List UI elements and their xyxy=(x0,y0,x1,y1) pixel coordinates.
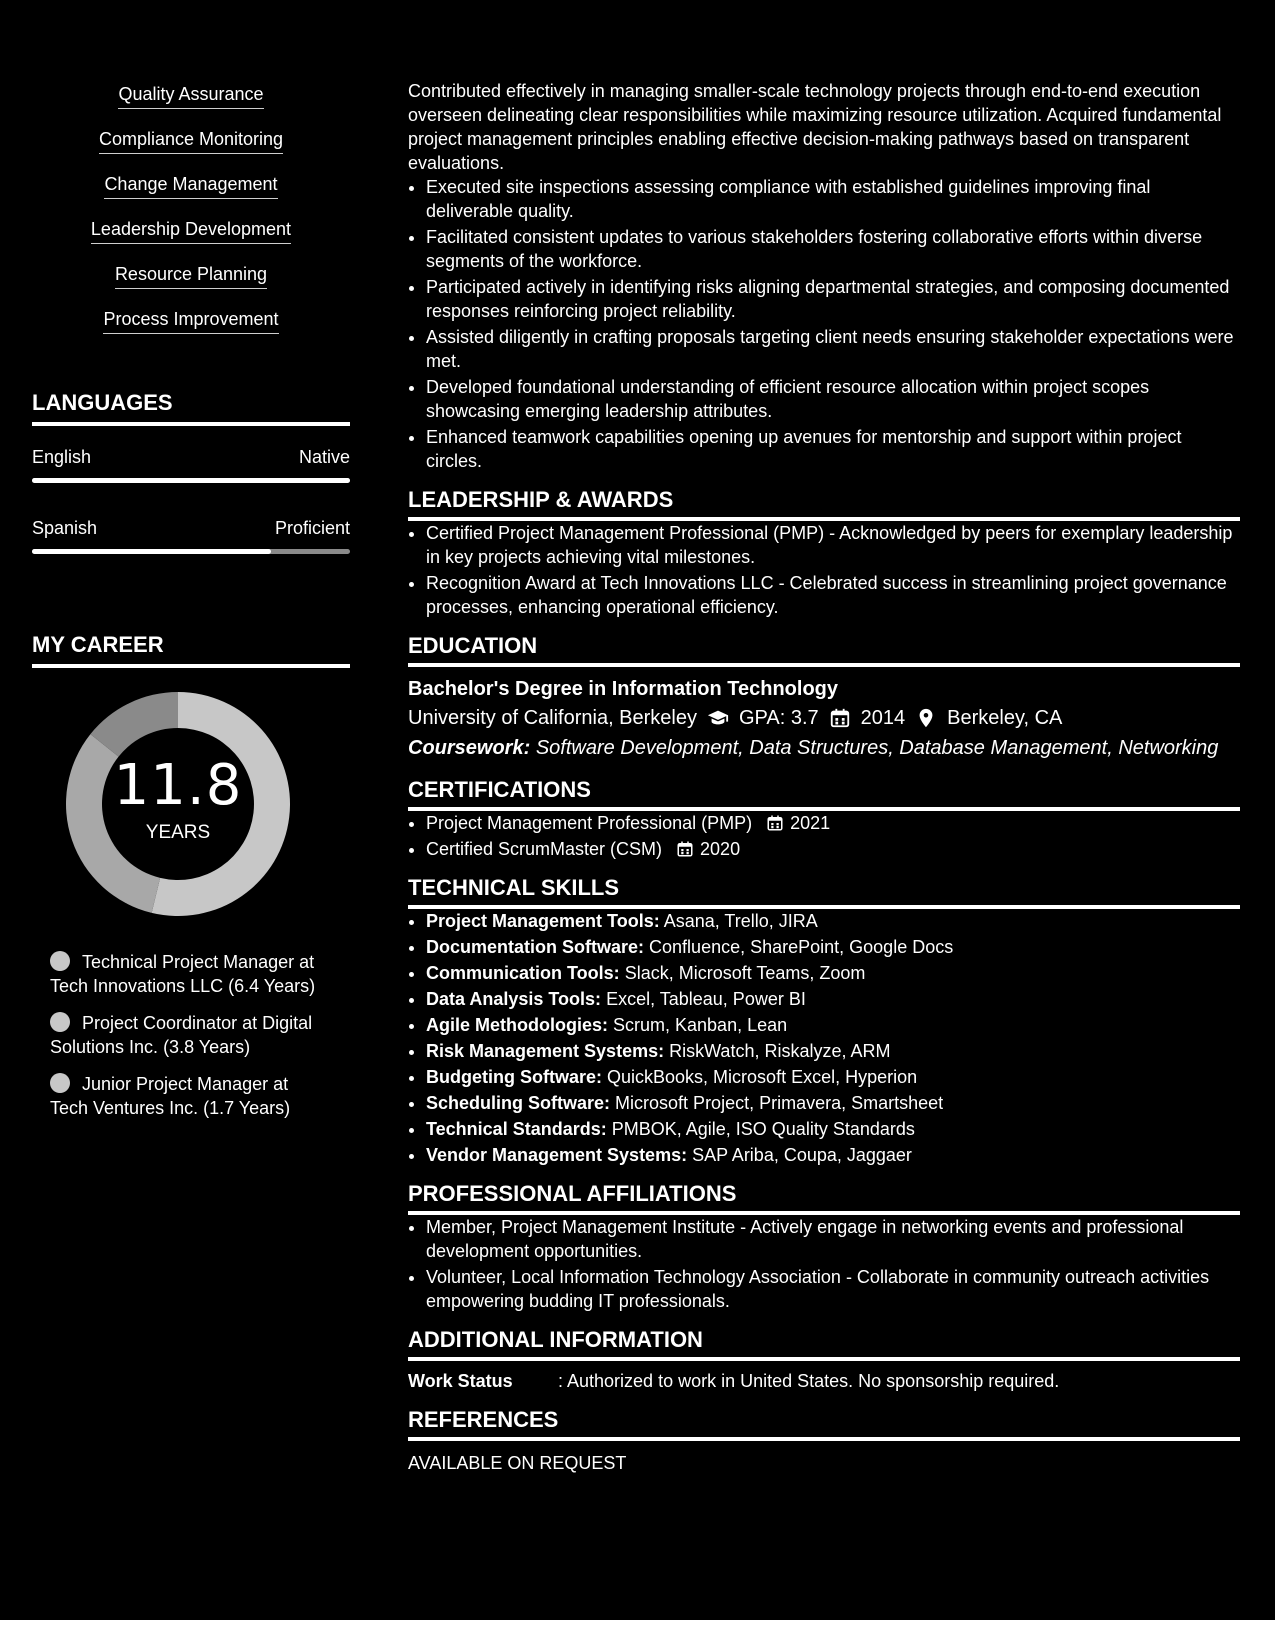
affiliations-list xyxy=(408,1215,1240,1313)
language-name: Spanish xyxy=(32,518,98,538)
certifications-heading: CERTIFICATIONS xyxy=(408,777,1240,811)
main-content xyxy=(408,79,1240,1475)
certification-item xyxy=(426,837,1240,861)
languages-section xyxy=(32,390,350,554)
experience-bullet: • Enhanced teamwork capabilities opening up avenues for mentorship and support within project circles. xyxy=(426,425,1240,473)
leadership-heading: LEADERSHIP & AWARDS xyxy=(408,487,1240,521)
language-bar xyxy=(32,478,350,483)
certifications-list xyxy=(408,811,1240,861)
references-text: AVAILABLE ON REQUEST xyxy=(408,1453,627,1473)
career-item: Technical Project Manager at Tech Innovations LLC (6.4 Years) xyxy=(50,952,316,996)
references-heading: REFERENCES xyxy=(408,1407,1240,1441)
language-item xyxy=(32,517,350,554)
career-item: Project Coordinator at Digital Solutions Inc. (3.8 Years) xyxy=(50,1013,313,1057)
calendar-icon xyxy=(766,814,784,832)
technical-skill-item: • Risk Management Systems: RiskWatch, Riskalyze, ARM xyxy=(426,1039,1240,1063)
career-total-years: 11.8 xyxy=(113,753,243,818)
school-location: Berkeley, CA xyxy=(947,707,1063,729)
skill-item: Resource Planning xyxy=(32,262,350,307)
location-pin-icon xyxy=(915,707,937,729)
affiliations-heading: PROFESSIONAL AFFILIATIONS xyxy=(408,1181,1240,1215)
career-list xyxy=(50,950,330,1133)
technical-skills-heading: TECHNICAL SKILLS xyxy=(408,875,1240,909)
language-item xyxy=(32,446,350,483)
career-item: Junior Project Manager at Tech Ventures Inc. (1.7 Years) xyxy=(50,1074,291,1118)
certification-year: 2020 xyxy=(700,839,741,859)
work-status-label: Work Status xyxy=(408,1371,513,1391)
technical-skill-item: • Scheduling Software: Microsoft Project, Primavera, Smartsheet xyxy=(426,1091,1240,1115)
leadership-item: • Recognition Award at Tech Innovations LLC - Celebrated success in streamlining project governance processes, enhancing operational efficiency. xyxy=(426,571,1240,619)
experience-bullets xyxy=(408,175,1240,473)
experience-bullet: • Facilitated consistent updates to various stakeholders fostering collaborative efforts within diverse segments of the workforce. xyxy=(426,225,1240,273)
skill-item: Process Improvement xyxy=(32,307,350,352)
language-bar xyxy=(32,549,350,554)
graduation-year: 2014 xyxy=(860,707,906,729)
technical-skill-item: • Budgeting Software: QuickBooks, Microsoft Excel, Hyperion xyxy=(426,1065,1240,1089)
language-name: English xyxy=(32,447,92,467)
technical-skills-list xyxy=(408,909,1240,1167)
school-name: University of California, Berkeley xyxy=(408,707,697,729)
experience-summary: Contributed effectively in managing smaller-scale technology projects through end-to-end execution overseen delineating clear responsibilities while maximizing resource utilization. Acquired fundamental project management principles enabling effective decision-making pathways based on transparent evaluations. xyxy=(408,81,1222,173)
coursework xyxy=(408,733,1240,763)
technical-skill-item: • Vendor Management Systems: SAP Ariba, Coupa, Jaggaer xyxy=(426,1143,1240,1167)
education-heading: EDUCATION xyxy=(408,633,1240,667)
leadership-list xyxy=(408,521,1240,619)
work-status-value: : Authorized to work in United States. No sponsorship required. xyxy=(558,1371,1060,1391)
coursework-label: Coursework: xyxy=(408,737,531,759)
gpa: GPA: 3.7 xyxy=(739,707,819,729)
technical-skill-item: • Documentation Software: Confluence, SharePoint, Google Docs xyxy=(426,935,1240,959)
bullet-dot-icon xyxy=(50,1012,70,1032)
experience-bullet: • Executed site inspections assessing compliance with established guidelines improving final deliverable quality. xyxy=(426,175,1240,223)
bullet-dot-icon xyxy=(50,1073,70,1093)
language-level: Native xyxy=(298,447,350,467)
career-years-label: YEARS xyxy=(145,822,211,843)
certification-item xyxy=(426,811,1240,835)
language-bar-fill xyxy=(32,549,271,554)
leadership-item: • Certified Project Management Professional (PMP) - Acknowledged by peers for exemplary leadership in key projects achieving vital milestones. xyxy=(426,521,1240,569)
affiliation-item: • Member, Project Management Institute - Actively engage in networking events and professional development opportunities. xyxy=(426,1215,1240,1263)
coursework-list: Software Development, Data Structures, Database Management, Networking xyxy=(535,737,1219,759)
certification-name: • Project Management Professional (PMP) xyxy=(426,813,753,833)
technical-skill-item: • Agile Methodologies: Scrum, Kanban, Lean xyxy=(426,1013,1240,1037)
skill-item: Change Management xyxy=(32,172,350,217)
technical-skill-item: • Technical Standards: PMBOK, Agile, ISO Quality Standards xyxy=(426,1117,1240,1141)
degree-title: Bachelor's Degree in Information Technology xyxy=(408,678,839,700)
sidebar xyxy=(32,82,350,1118)
work-status-row xyxy=(408,1369,1240,1393)
skill-item: Compliance Monitoring xyxy=(32,127,350,172)
experience-section xyxy=(408,79,1240,473)
career-section xyxy=(32,632,350,1118)
bullet-dot-icon xyxy=(50,951,70,971)
technical-skill-item: • Data Analysis Tools: Excel, Tableau, Power BI xyxy=(426,987,1240,1011)
language-level: Proficient xyxy=(274,518,350,538)
experience-bullet: • Developed foundational understanding of efficient resource allocation within project scopes showcasing emerging leadership attributes. xyxy=(426,375,1240,423)
experience-bullet: • Assisted diligently in crafting proposals targeting client needs ensuring stakeholder expectations were met. xyxy=(426,325,1240,373)
graduation-cap-icon xyxy=(707,707,729,729)
technical-skill-item: • Communication Tools: Slack, Microsoft Teams, Zoom xyxy=(426,961,1240,985)
skill-item: Leadership Development xyxy=(32,217,350,262)
education-entry xyxy=(408,675,1240,763)
skill-item: Quality Assurance xyxy=(32,82,350,127)
certification-name: • Certified ScrumMaster (CSM) xyxy=(426,839,663,859)
career-heading: MY CAREER xyxy=(32,632,350,668)
calendar-icon xyxy=(676,840,694,858)
languages-heading: LANGUAGES xyxy=(32,390,350,426)
technical-skill-item: • Project Management Tools: Asana, Trello, JIRA xyxy=(426,909,1240,933)
education-details xyxy=(408,703,1240,733)
skills-list xyxy=(32,82,350,352)
affiliation-item: • Volunteer, Local Information Technology Association - Collaborate in community outreach activities empowering budding IT professionals. xyxy=(426,1265,1240,1313)
calendar-icon xyxy=(829,707,851,729)
language-bar-fill xyxy=(32,478,350,483)
additional-info-heading: ADDITIONAL INFORMATION xyxy=(408,1327,1240,1361)
certification-year: 2021 xyxy=(790,813,831,833)
experience-bullet: • Participated actively in identifying risks aligning departmental strategies, and composing documented responses reinforcing project reliability. xyxy=(426,275,1240,323)
